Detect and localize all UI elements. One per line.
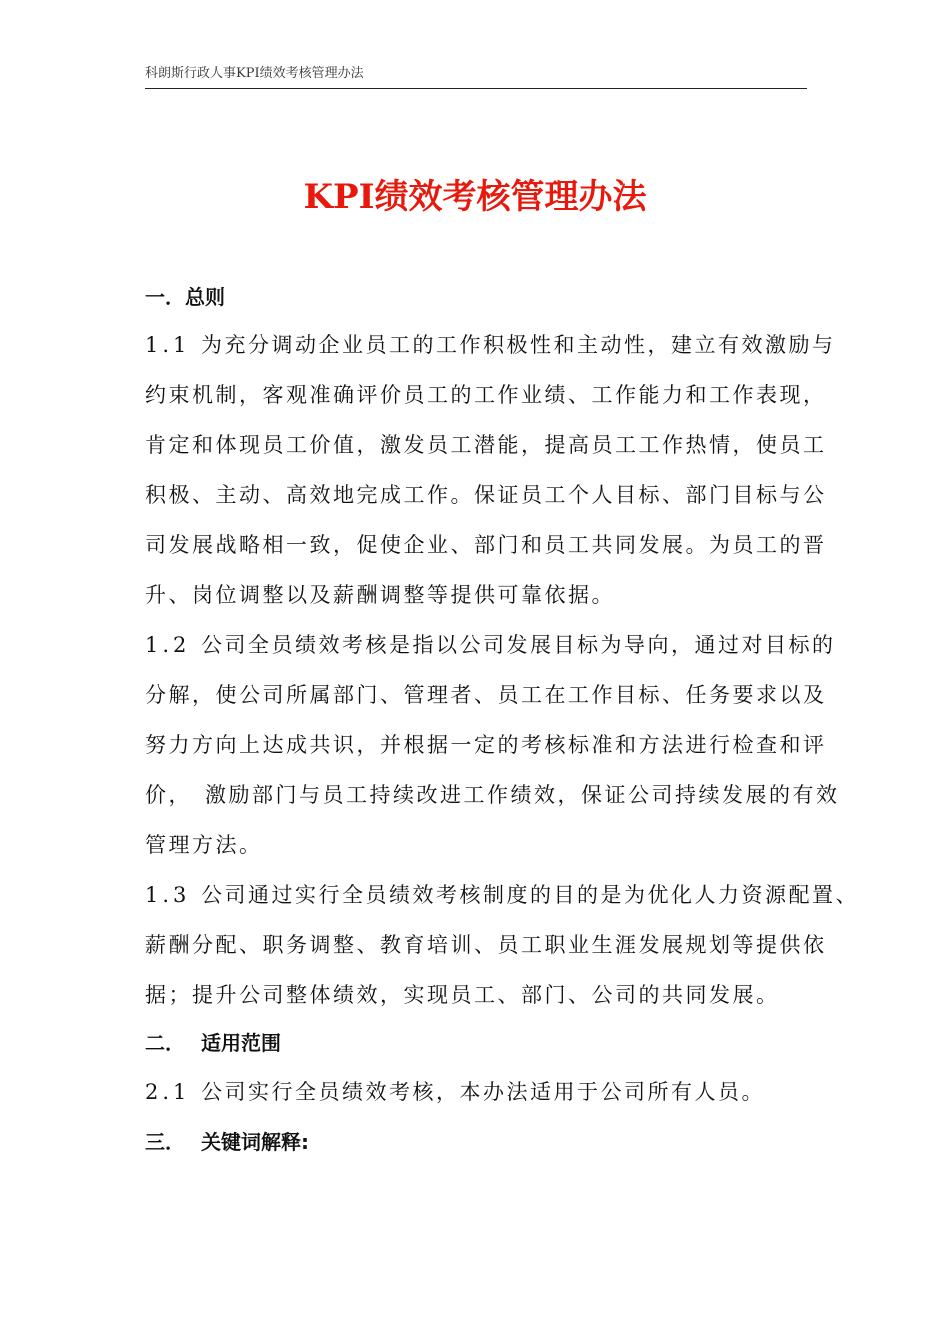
paragraph-number: 2.1 (145, 1080, 191, 1104)
page-header (145, 66, 807, 89)
line-text: 公司实行全员绩效考核，本办法适用于公司所有人员。 (201, 1080, 765, 1104)
section-number: 三． (145, 1130, 185, 1154)
paragraph-1-3-line-3: 据；提升公司整体绩效，实现员工、部门、公司的共同发展。 (145, 983, 780, 1007)
paragraph-1-1-line-3: 肯定和体现员工价值，激发员工潜能，提高员工工作热情，使员工 (145, 433, 827, 457)
paragraph-number: 1.3 (145, 883, 191, 907)
paragraph-1-3-line-1 (145, 880, 859, 910)
paragraph-1-2-line-4: 价， 激励部门与员工持续改进工作绩效，保证公司持续发展的有效 (145, 783, 840, 807)
paragraph-1-1-line-6: 升、岗位调整以及薪酬调整等提供可靠依据。 (145, 583, 615, 607)
paragraph-1-1-line-2: 约束机制，客观准确评价员工的工作业绩、工作能力和工作表现， (145, 383, 827, 407)
paragraph-number: 1.2 (145, 633, 191, 657)
paragraph-1-1-line-5: 司发展战略相一致，促使企业、部门和员工共同发展。为员工的晋 (145, 533, 827, 557)
paragraph-1-2-line-2: 分解，使公司所属部门、管理者、员工在工作目标、任务要求以及 (145, 683, 827, 707)
paragraph-1-1-line-4: 积极、主动、高效地完成工作。保证员工个人目标、部门目标与公 (145, 483, 827, 507)
line-text: 为充分调动企业员工的工作积极性和主动性，建立有效激励与 (201, 333, 836, 357)
section-number: 二． (145, 1031, 185, 1055)
paragraph-1-2-line-1 (145, 630, 836, 660)
section-2-heading (145, 1028, 281, 1058)
paragraph-1-1-line-1 (145, 330, 836, 360)
paragraph-1-2-line-3: 努力方向上达成共识，并根据一定的考核标准和方法进行检查和评 (145, 733, 827, 757)
paragraph-1-3-line-2: 薪酬分配、职务调整、教育培训、员工职业生涯发展规划等提供依 (145, 933, 827, 957)
line-text: 公司全员绩效考核是指以公司发展目标为导向，通过对目标的 (201, 633, 836, 657)
section-title: 关键词解释: (201, 1130, 309, 1154)
section-1-heading: 一．总则 (145, 285, 225, 309)
paragraph-2-1 (145, 1077, 765, 1107)
section-3-heading (145, 1127, 309, 1157)
document-title: KPI绩效考核管理办法 (303, 177, 647, 217)
paragraph-number: 1.1 (145, 333, 191, 357)
line-text: 公司通过实行全员绩效考核制度的目的是为优化人力资源配置、 (201, 883, 859, 907)
section-title: 适用范围 (201, 1031, 281, 1055)
paragraph-1-2-line-5: 管理方法。 (145, 833, 263, 857)
header-text: 科朗斯行政人事KPI绩效考核管理办法 (145, 66, 364, 81)
